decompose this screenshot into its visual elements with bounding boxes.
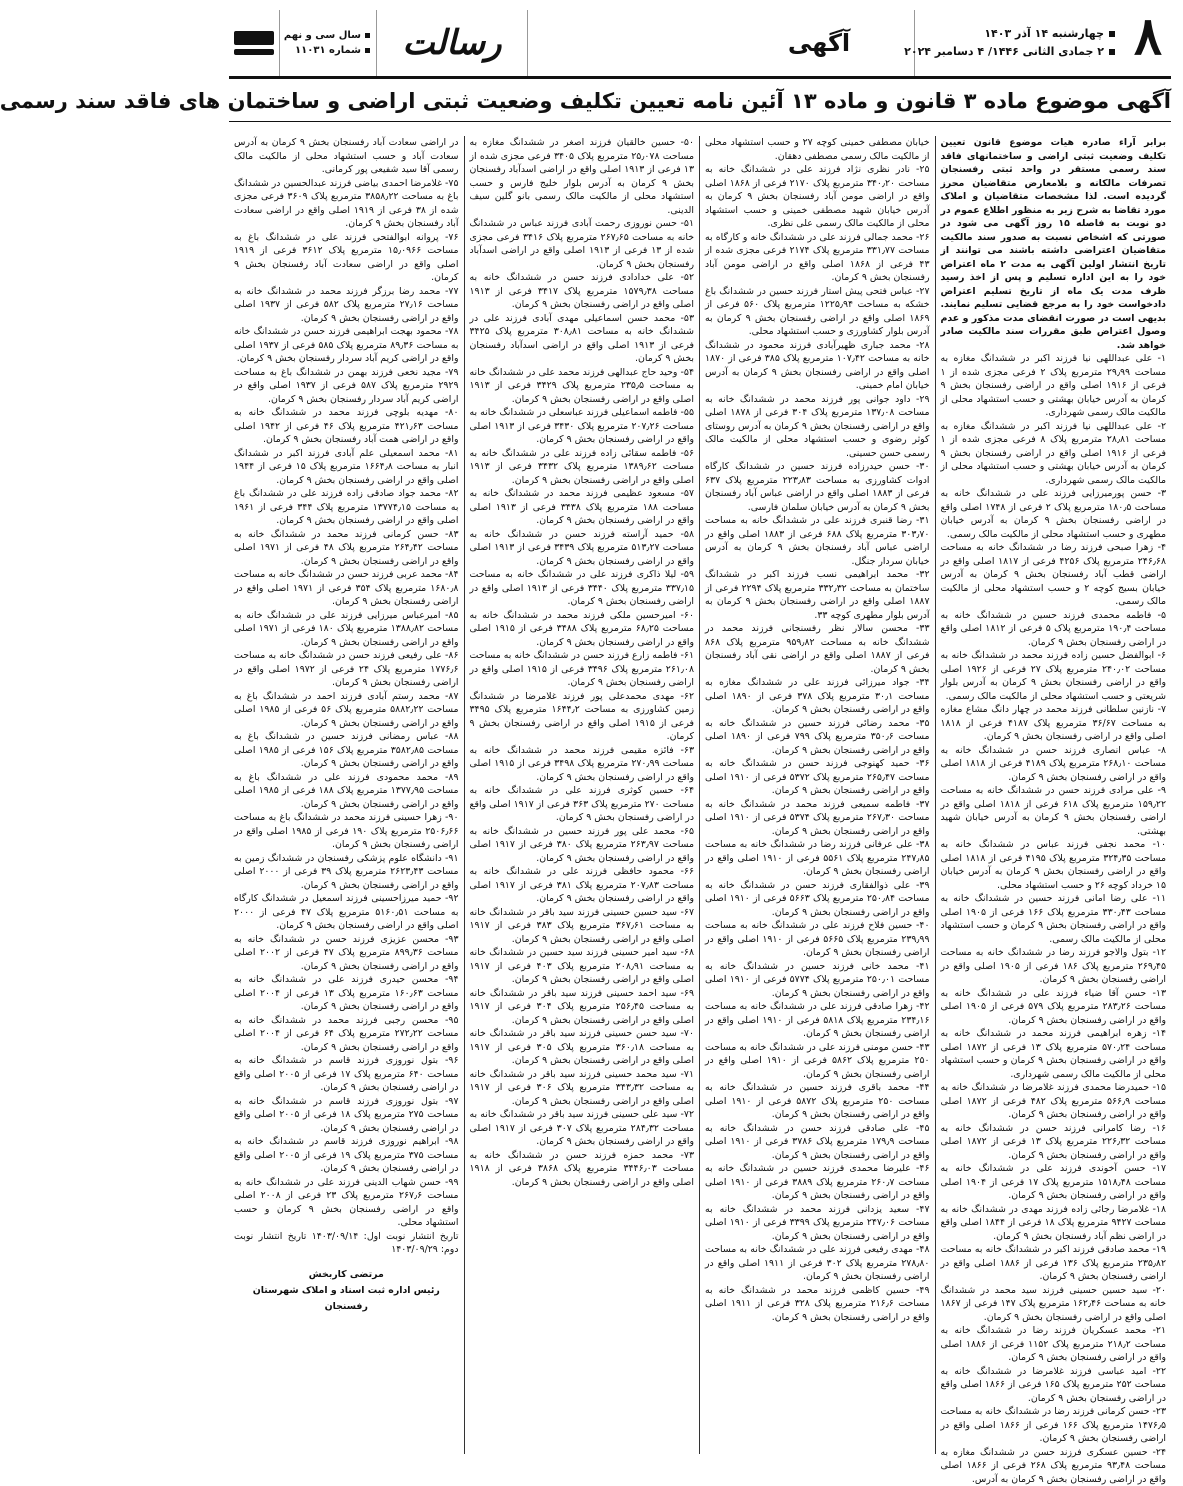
ad-intro-paragraph: برابر آراء صادره هیات موضوع قانون تعیین تکلیف وضعیت ثبتی اراضی و ساختمانهای فاقد سند رسمی مستقر در واحد ثبتی رفسنجان تصرفات مالکانه و بلامعارض متقاضیان محرز گردیده است. لذا مشخصات متقاضیان و املاک مورد تقاضا به شرح زیر به منظور اطلاع عموم در دو نوبت به فاصله ۱۵ روز آگهی می شود در صورتی که اشخاص نسبت به صدور سند مالکیت متقاضیان اعتراضی داشته باشند می توانند از تاریخ انتشار اولین آگهی به مدت ۲ ماه اعتراض خود را به این اداره تسلیم و پس از اخذ رسید ظرف مدت یک ماه از تاریخ تسلیم اعتراض دادخواست خود را به مرجع قضایی تسلیم نمایند. بدیهی است در صورت انقضای مدت مذکور و عدم وصول اعتراض طبق مقررات سند مالکیت صادر خواهد شد. [940,137,1166,351]
property-entry: ۱۹- محمد صادقی فرزند اکبر در ششدانگ خانه به مساحت ۲۳۵٫۸۲ مترمربع پلاک ۱۳۶ فرعی از ۱۸۸۶ اصلی واقع در اراضی رفسنجان بخش ۹ کرمان. [940,1244,1167,1283]
property-entry: ۷۳- محمد حمزه فرزند حسن در ششدانگ خانه به مساحت ۳۴۴۶٫۰۳ مترمربع پلاک ۳۸۶۸ فرعی از ۱۹۱۸ اصلی واقع در اراضی رفسنجان بخش ۹ کرمان. [469,1149,694,1188]
property-entry: ۴۱- محمد خانی فرزند حسین در ششدانگ خانه به مساحت ۲۵۰٫۰۱ مترمربع پلاک ۵۷۷۴ فرعی از ۱۹۱۰ اصلی واقع در اراضی رفسنجان بخش ۹ کرمان. [705,960,930,999]
property-entry: ۶۰- امیرحسین ملکی فرزند محمد در ششدانگ خانه به مساحت ۶۸٫۲۵ مترمربع پلاک ۳۴۸۸ فرعی از ۱۹۱۵ اصلی واقع در اراضی رفسنجان بخش ۹ کرمان. [469,609,694,648]
property-entry: ۴۷- سعید یزدانی فرزند محمد در ششدانگ خانه به مساحت ۲۴۷٫۰۶ مترمربع پلاک ۳۳۹۹ فرعی از ۱۹۱۰ اصلی واقع در اراضی رفسنجان بخش ۹ کرمان. [705,1203,930,1242]
property-entry: ۱۳- حسن آقا ضیاء فرزند علی در ششدانگ خانه به مساحت ۲۸۳٫۲۶ مترمربع پلاک ۵۷۹ فرعی از ۱۹۰۵ اصلی واقع در اراضی رفسنجان بخش ۹ کرمان. [940,987,1166,1026]
signatory-title: رئیس اداره ثبت اسناد و املاک شهرستان رفسنجان [252,1284,440,1312]
property-entry: ۱۶- رضا کامرانی فرزند حسن در ششدانگ خانه به مساحت ۲۲۶٫۳۲ مترمربع پلاک ۱۳ فرعی از ۱۸۷۲ اصلی واقع در اراضی رفسنجان بخش ۹ کرمان. [940,1122,1166,1161]
property-entry: ۲۱- محمد عسکریان فرزند رضا در ششدانگ خانه به مساحت ۲۱۸٫۲ مترمربع پلاک ۱۱۵۲ فرعی از ۱۸۸۶ اصلی واقع در اراضی رفسنجان بخش ۹ کرمان. [940,1325,1166,1364]
property-entry: ۶۳- فائزه مقیمی فرزند محمد در ششدانگ خانه به مساحت ۲۷۰٫۹۹ مترمربع پلاک ۳۴۹۸ فرعی از ۱۹۱۵ اصلی واقع در اراضی رفسنجان بخش ۹ کرمان. [469,744,694,783]
property-entry: ۲۳- حسن کرمانی فرزند رضا در ششدانگ خانه به مساحت ۱۴۷۶٫۵ مترمربع پلاک ۱۶۶ فرعی از ۱۸۶۶ اصلی واقع در اراضی رفسنجان بخش ۹ کرمان. [940,1406,1167,1445]
property-entry: ۶- ابوالفضل حسین زاده فرزند محمد در ششدانگ خانه به مساحت ۲۴۰٫۰۲ مترمربع پلاک ۲۷ فرعی از ۱۹۲۶ اصلی واقع در اراضی رفسنجان بخش ۹ کرمان به آدرس بلوار شریعتی و حسب استشهاد محلی از مالکیت مالک رسمی. [940,650,1166,702]
property-entry: ۹۸- ابراهیم نوروزی فرزند قاسم در ششدانگ خانه به مساحت ۳۷۵ مترمربع پلاک ۱۹ فرعی از ۲۰۰۵ اصلی واقع در اراضی رفسنجان بخش ۹ کرمان. [234,1136,459,1175]
page-number: ۸ [1134,6,1162,67]
property-entry: ۶۵- محمد علی پور فرزند حسین در ششدانگ خانه به مساحت ۲۶۳٫۹۷ مترمربع پلاک ۳۸۰ فرعی از ۱۹۱۷ اصلی واقع در اراضی رفسنجان بخش ۹ کرمان. [469,825,694,864]
property-entry: ۳۹- علی ذوالفقاری فرزند حسن در ششدانگ خانه به مساحت ۲۵۰٫۸۴ مترمربع پلاک ۵۶۶۳ فرعی از ۱۹۱۰ اصلی واقع در اراضی رفسنجان بخش ۹ کرمان. [705,879,930,918]
property-entry: ۹۴- محسن حیدری فرزند علی در ششدانگ خانه به مساحت ۱۶۰٫۶۳ مترمربع پلاک ۱۳ فرعی از ۲۰۰۴ اصلی واقع در اراضی رفسنجان بخش ۹ کرمان. [234,974,459,1013]
property-entry: ۳۸- علی عرفانی فرزند رضا در ششدانگ خانه به مساحت ۲۴۷٫۸۵ مترمربع پلاک ۵۵۶۱ فرعی از ۱۹۱۰ اصلی واقع در اراضی رفسنجان بخش ۹ کرمان. [705,839,930,878]
property-entry: ۶۴- حسین کوثری فرزند علی در ششدانگ خانه به مساحت ۲۷۰ مترمربع پلاک ۳۶۳ فرعی از ۱۹۱۷ اصلی واقع در اراضی رفسنجان بخش ۹ کرمان. [469,785,694,824]
property-entry: ۳۶- حمید کهنوجی فرزند حسن در ششدانگ خانه به مساحت ۲۶۵٫۴۷ مترمربع پلاک ۵۳۷۲ فرعی از ۱۹۱۰ اصلی واقع در اراضی رفسنجان بخش ۹ کرمان. [705,758,930,797]
date-line-lunar: ۲ جمادی الثانی ۱۴۴۶/ ۴ دسامبر ۲۰۲۴ [915,43,1115,61]
signature-block [234,1267,459,1315]
property-entry: ۱۸- غلامرضا رجائی زاده فرزند مهدی در ششدانگ خانه به مساحت ۹۴۲۷ مترمربع پلاک ۱۸ فرعی از ۱۸۴۴ اصلی واقع در اراضی نظم آباد رفسنجان بخش ۹ کرمان. [940,1203,1166,1242]
column-4 [229,136,465,1454]
property-entry: ۸۳- حسن کرمانی فرزند محمد در ششدانگ خانه به مساحت ۲۶۴٫۴۲ مترمربع پلاک ۴۸ فرعی از ۱۹۷۱ اصلی واقع در اراضی رفسنجان بخش ۹ کرمان. [234,528,459,567]
property-entry: ۴۳- حسن مومنی فرزند علی در ششدانگ خانه به مساحت ۲۵۰ مترمربع پلاک ۵۸۶۲ فرعی از ۱۹۱۰ اصلی واقع در اراضی رفسنجان بخش ۹ کرمان. [705,1041,930,1080]
issue-number: شماره ۱۱۰۳۱ [295,43,370,58]
paper-logo [376,10,528,76]
property-entry: ۶۱- فاطمه زارع فرزند حسن در ششدانگ خانه به مساحت ۲۶۱٫۰۸ مترمربع پلاک ۳۴۹۶ فرعی از ۱۹۱۵ اصلی واقع در اراضی رفسنجان بخش ۹ کرمان. [469,650,695,689]
property-entry: ۲۴- حسین عسکری فرزند حسن در ششدانگ مغازه به مساحت ۹۳٫۴۸ مترمربع پلاک ۲۶۸ فرعی از ۱۸۶۶ اصلی واقع در اراضی رفسنجان بخش ۹ کرمان به آدرس. [940,1446,1166,1485]
bullet-square-icon [365,33,370,38]
property-entry: ۳۴- جواد میرزائی فرزند علی در ششدانگ مغازه به مساحت ۳۰٫۱ مترمربع پلاک ۳۷۸ فرعی از ۱۸۹۰ اصلی واقع در اراضی رفسنجان بخش ۹ کرمان. [705,677,930,716]
property-entry: ۲۰- سید حسین حسینی فرزند سید محمد در ششدانگ خانه به مساحت ۱۶۲٫۴۶ مترمربع پلاک ۱۴۷ فرعی از ۱۸۶۷ اصلی واقع در اراضی رفسنجان بخش ۹ کرمان. [940,1284,1166,1323]
property-entry: ۴۲- زهرا صادقی فرزند علی در ششدانگ خانه به مساحت ۲۳۴٫۱۶ مترمربع پلاک ۵۸۱۸ فرعی از ۱۹۱۰ اصلی واقع در اراضی رفسنجان بخش ۹ کرمان. [705,1001,930,1040]
property-entry: ۹۱- دانشگاه علوم پزشکی رفسنجان در ششدانگ زمین به مساحت ۲۶۲۳٫۴۳ مترمربع پلاک ۳۹ فرعی از ۲۰۰۰ اصلی واقع در اراضی رفسنجان بخش ۹ کرمان. [234,852,459,891]
property-entry: ۲۶- محمد جمالی فرزند علی در ششدانگ خانه و کارگاه به مساحت ۳۳۱٫۷۷ مترمربع پلاک ۲۱۷۴ فرعی مجزی شده از ۴۳ فرعی از ۱۸۶۸ اصلی واقع در اراضی مومن آباد رفسنجان بخش ۹ کرمان. [705,231,930,284]
property-entry: ۶۷- سید حسین حسینی فرزند سید باقر در ششدانگ خانه به مساحت ۳۶۷٫۶۱ مترمربع پلاک ۳۸۳ فرعی از ۱۹۱۷ اصلی واقع در اراضی رفسنجان بخش ۹ کرمان. [469,906,695,945]
issue-block [280,10,376,76]
property-entry: ۴۴- محمد باقری فرزند حسین در ششدانگ خانه به مساحت ۲۵۰ مترمربع پلاک ۵۸۷۲ فرعی از ۱۹۱۰ اصلی واقع در اراضی رفسنجان بخش ۹ کرمان. [705,1082,930,1121]
property-entry: ۵۹- لیلا ذاکری فرزند علی در ششدانگ خانه به مساحت ۳۳۷٫۱۵ مترمربع پلاک ۳۴۴۰ فرعی از ۱۹۱۳ اصلی واقع در اراضی رفسنجان بخش ۹ کرمان. [469,569,695,608]
property-entry: در اراضی سعادت آباد رفسنجان بخش ۹ کرمان به آدرس سعادت آباد و حسب استشهاد محلی از مالکیت مالک رسمی آقا سید شفیعی پور کرمانی. [234,137,459,176]
property-entry: ۳- حسن پورمیرزایی فرزند علی در ششدانگ خانه به مساحت ۱۸۰٫۵ مترمربع پلاک ۲ فرعی از ۱۷۴۸ اصلی واقع در اراضی رفسنجان بخش ۹ کرمان به آدرس خیابان مطهری و حسب استشهاد محلی از مالکیت مالک رسمی. [940,488,1166,540]
property-entry: ۵۲- علی خدادادی فرزند حسن در ششدانگ خانه به مساحت ۱۵۷۹٫۳۸ مترمربع پلاک ۳۴۱۷ فرعی از ۱۹۱۳ اصلی واقع در اراضی رفسنجان بخش ۹ کرمان. [469,272,694,311]
property-entry: ۷- نازنین سلطانی فرزند محمد در چهار دانگ مشاع مغازه به مساحت ۳۶/۶۷ مترمربع پلاک ۴۱۸۷ فرعی از ۱۸۱۸ اصلی واقع در اراضی رفسنجان بخش ۹ کرمان. [940,704,1167,743]
column-2 [700,136,936,1454]
property-entry: ۱۵- حمیدرضا محمدی فرزند غلامرضا در ششدانگ خانه به مساحت ۵۶۶٫۹ مترمربع پلاک ۴۸۲ فرعی از ۱۸۷۲ اصلی واقع در اراضی رفسنجان بخش ۹ کرمان. [940,1082,1166,1121]
property-entry: ۹- علی مرادی فرزند حسن در ششدانگ خانه به مساحت ۱۵۹٫۲۲ مترمربع پلاک ۶۱۸ فرعی از ۱۸۱۸ اصلی واقع در اراضی رفسنجان بخش ۹ کرمان به آدرس خیابان شهید بهشتی. [940,785,1167,837]
property-entry: ۹۵- محسن رجبی فرزند محمد در ششدانگ خانه به مساحت ۲۷۲٫۲۲ مترمربع پلاک ۶۴ فرعی از ۲۰۰۴ اصلی واقع در اراضی رفسنجان بخش ۹ کرمان. [234,1014,459,1053]
ad-columns [229,136,1171,1485]
date-line-solar: چهارشنبه ۱۴ آذر ۱۴۰۳ [915,25,1115,43]
property-entry: ۳۵- محمد رضائی فرزند حسین در ششدانگ خانه به مساحت ۳۵۰٫۶ مترمربع پلاک ۷۹۹ فرعی از ۱۸۹۰ اصلی واقع در اراضی رفسنجان بخش ۹ کرمان. [705,717,930,756]
masthead [229,6,1171,79]
property-entry: ۸۱- محمد اسمعیلی علم آبادی فرزند اکبر در ششدانگ انبار به مساحت ۱۶۶۴٫۸ مترمربع پلاک ۱۵ فرعی از ۱۹۴۴ اصلی واقع در اراضی رفسنجان بخش ۹ کرمان. [234,447,459,486]
property-entry: ۱۴- زهره ابراهیمی فرزند محمد در ششدانگ خانه به مساحت ۵۷۰٫۲۴ مترمربع پلاک ۱۳ فرعی از ۱۸۷۲ اصلی واقع در اراضی رفسنجان بخش ۹ کرمان و حسب استشهاد محلی از مالکیت مالک رسمی شهرداری. [940,1028,1166,1080]
property-entry: ۷۲- سید علی حسینی فرزند سید باقر در ششدانگ خانه به مساحت ۲۸۴٫۳۲ مترمربع پلاک ۳۰۷ فرعی از ۱۹۱۷ اصلی واقع در اراضی رفسنجان بخش ۹ کرمان. [469,1109,694,1148]
property-entry: ۷۶- پروانه ابوالفتحی فرزند علی در ششدانگ باغ به مساحت ۱۵٫۰۹۶۶ مترمربع پلاک ۳۶۱۲ فرعی از ۱۹۱۹ اصلی واقع در اراضی سعادت آباد رفسنجان بخش ۹ کرمان. [234,231,459,284]
column-1 [936,136,1172,1485]
bullet-square-icon [365,48,370,53]
property-entry: خیابان مصطفی خمینی کوچه ۲۷ و حسب استشهاد محلی از مالکیت مالک رسمی مصطفی دهقان. [705,137,930,162]
property-entry: ۷۵- غلامرضا احمدی بیاضی فرزند عبدالحسین در ششدانگ باغ به مساحت ۳۸۵۸٫۲۲ مترمربع پلاک ۳۶۰۹ فرعی مجزی شده از ۳۸ فرعی از ۱۹۱۹ اصلی واقع در اراضی سعادت آباد رفسنجان بخش ۹ کرمان. [234,177,459,230]
property-entry: ۵۰- حسین خالقیان فرزند اصغر در ششدانگ مغازه به مساحت ۲۵٫۰۷۸ مترمربع پلاک ۳۴۰۵ فرعی مجزی شده از ۱۳ فرعی از ۱۹۱۳ اصلی واقع در اراضی اسدآباد رفسنجان بخش ۹ کرمان به آدرس بلوار خلیج فارس و حسب استشهاد محلی از مالکیت مالک رسمی بانو گلین سیف الدینی. [469,137,695,216]
property-entry: ۳۲- محمد ابراهیمی نسب فرزند اکبر در ششدانگ ساختمان به مساحت ۳۳۲٫۳۲ مترمربع پلاک ۲۲۹۴ فرعی از ۱۸۸۷ اصلی واقع در اراضی رفسنجان بخش ۹ کرمان به آدرس بلوار مطهری کوچه ۳۳. [705,569,930,621]
property-entry: ۸۹- محمد محمودی فرزند علی در ششدانگ باغ به مساحت ۱۳۷۷٫۹۵ مترمربع پلاک ۱۸۸ فرعی از ۱۹۸۵ اصلی واقع در اراضی رفسنجان بخش ۹ کرمان. [234,771,459,810]
property-entry: ۵۶- فاطمه سقائی زاده فرزند علی در ششدانگ خانه به مساحت ۱۳۸۹٫۶۲ مترمربع پلاک ۳۴۳۲ فرعی از ۱۹۱۳ اصلی واقع در اراضی رفسنجان بخش ۹ کرمان. [469,447,694,486]
column-4-entries [234,136,459,1257]
property-entry: ۸۶- علی رفیعی فرزند حسن در ششدانگ خانه به مساحت ۱۷۷۶٫۶ مترمربع پلاک ۲۴ فرعی از ۱۹۷۲ اصلی واقع در اراضی رفسنجان بخش ۹ کرمان. [234,650,459,689]
paper-logo-text: رسالت [402,23,502,63]
property-entry: ۳۷- فاطمه سمیعی فرزند محمد در ششدانگ خانه به مساحت ۲۶۷٫۳۰ مترمربع پلاک ۵۳۷۴ فرعی از ۱۹۱۰ اصلی واقع در اراضی رفسنجان بخش ۹ کرمان. [705,798,930,837]
issue-year: سال سی و نهم [284,28,370,43]
property-entry: ۲- علی عبداللهی نیا فرزند اکبر در ششدانگ مغازه به مساحت ۲۸٫۸۱ مترمربع پلاک ۸ فرعی مجزی شده از ۱ فرعی از ۱۹۱۶ اصلی واقع در اراضی رفسنجان بخش ۹ کرمان به آدرس خیابان بهشتی و حسب استشهاد محلی از مالکیت مالک رسمی شهرداری. [940,420,1166,486]
property-entry: ۴۰- حسین فلاح فرزند علی در ششدانگ خانه به مساحت ۲۳۹٫۹۹ مترمربع پلاک ۵۶۶۵ فرعی از ۱۹۱۰ اصلی واقع در اراضی رفسنجان بخش ۹ کرمان. [705,920,930,959]
property-entry: ۷۹- مجید نخعی فرزند بهمن در ششدانگ باغ به مساحت ۲۹۲۹ مترمربع پلاک ۵۸۷ فرعی از ۱۹۳۷ اصلی واقع در اراضی کریم آباد سردار رفسنجان بخش ۹ کرمان. [234,366,459,405]
property-entry: ۹۰- زهرا حسینی فرزند محمد در ششدانگ باغ به مساحت ۲۵۰۶٫۶۶ مترمربع پلاک ۱۹۰ فرعی از ۱۹۸۵ اصلی واقع در اراضی رفسنجان بخش ۹ کرمان. [234,812,459,851]
signatory-name: مرتضی کاربخش [308,1268,384,1280]
ad-headline: آگهی موضوع ماده ۳ قانون و ماده ۱۳ آئین نامه تعیین تکلیف وضعیت ثبتی اراضی و ساختمان های فاقد سند رسمی [229,87,1171,122]
property-entry: ۸۲- محمد جواد صادقی زاده فرزند علی در ششدانگ باغ به مساحت ۱۳۷۷۴٫۱۵ مترمربع پلاک ۳۴۴ فرعی از ۱۹۶۱ اصلی واقع در اراضی رفسنجان بخش ۹ کرمان. [234,488,459,527]
property-entry: ۵۸- حمید آراسته فرزند حسن در ششدانگ خانه به مساحت ۵۱۳٫۲۷ مترمربع پلاک ۳۴۳۹ فرعی از ۱۹۱۳ اصلی واقع در اراضی رفسنجان بخش ۹ کرمان. [469,528,694,567]
property-entry: ۹۶- بتول نوروزی فرزند قاسم در ششدانگ خانه به مساحت ۶۴۰ مترمربع پلاک ۱۷ فرعی از ۲۰۰۵ اصلی واقع در اراضی رفسنجان بخش ۹ کرمان. [234,1055,459,1094]
section-title: آگهی [787,29,851,57]
property-entry: ۵۷- مسعود عظیمی فرزند محمد در ششدانگ خانه به مساحت ۱۸۸ مترمربع پلاک ۳۴۳۸ فرعی از ۱۹۱۳ اصلی واقع در اراضی رفسنجان بخش ۹ کرمان. [469,488,694,527]
property-entry: ۷۷- محمد رضا برزگر فرزند محمد در ششدانگ خانه به مساحت ۲۷٫۱۶ مترمربع پلاک ۵۸۲ فرعی از ۱۹۳۷ اصلی واقع در اراضی رفسنجان بخش ۹ کرمان. [234,285,459,324]
property-entry: ۸۰- مهدیه بلوچی فرزند محمد در ششدانگ خانه به مساحت ۴۲۱٫۶۳ مترمربع پلاک ۴۶ فرعی از ۱۹۴۲ اصلی واقع در اراضی همت آباد رفسنجان بخش ۹ کرمان. [234,407,459,446]
property-entry: ۱۷- حسن آخوندی فرزند علی در ششدانگ خانه به مساحت ۱۵۱۸٫۴۸ مترمربع پلاک ۱۷ فرعی از ۱۹۰۴ اصلی واقع در اراضی رفسنجان بخش ۹ کرمان. [940,1163,1166,1202]
property-entry: ۶۲- مهدی محمدعلی پور فرزند غلامرضا در ششدانگ زمین کشاورزی به مساحت ۱۶۴۴٫۲ مترمربع پلاک ۳۴۹۵ فرعی از ۱۹۱۵ اصلی واقع در اراضی رفسنجان بخش ۹ کرمان. [469,690,694,743]
property-entry: ۳۱- رضا قنبری فرزند علی در ششدانگ خانه به مساحت ۳۰۳٫۷۰ مترمربع پلاک ۶۸۸ فرعی از ۱۸۸۳ اصلی واقع در اراضی عباس آباد رفسنجان بخش ۹ کرمان به آدرس خیابان سردار جنگل. [705,515,930,567]
property-entry: ۹۷- بتول نوروزی فرزند قاسم در ششدانگ خانه به مساحت ۲۷۵ مترمربع پلاک ۱۸ فرعی از ۲۰۰۵ اصلی واقع در اراضی رفسنجان بخش ۹ کرمان. [234,1095,459,1134]
property-entry: ۲۷- عباس فتحی پیش استار فرزند حسین در ششدانگ باغ خشکه به مساحت ۱۲۲۵٫۹۴ مترمربع پلاک ۵۶۰ فرعی از ۱۸۶۹ اصلی واقع در اراضی رفسنجان بخش ۹ کرمان به آدرس بلوار کشاورزی و حسب استشهاد محلی. [705,285,930,338]
property-entry: ۲۵- نادر نظری نژاد فرزند علی در ششدانگ خانه به مساحت ۳۴۰٫۲۰ مترمربع پلاک ۲۱۷۰ فرعی از ۱۸۶۸ اصلی واقع در اراضی مومن آباد رفسنجان بخش ۹ کرمان به آدرس خیابان شهید مصطفی خمینی و حسب استشهاد محلی از مالکیت مالک رسمی علی نظری. [705,164,930,230]
property-entry: ۵- فاطمه محمدی فرزند حسین در ششدانگ خانه به مساحت ۱۹۰٫۴ مترمربع پلاک ۵ فرعی از ۱۸۱۲ اصلی واقع در اراضی رفسنجان بخش ۹ کرمان. [940,609,1166,648]
property-entry: ۷۰- سید حسن حسینی فرزند سید باقر در ششدانگ خانه به مساحت ۳۶۰٫۱۸ مترمربع پلاک ۳۰۵ فرعی از ۱۹۱۷ اصلی واقع در اراضی رفسنجان بخش ۹ کرمان. [469,1028,695,1067]
property-entry: ۹۹- حسن شهاب الدینی فرزند علی در ششدانگ خانه به مساحت ۲۶۷٫۶ مترمربع پلاک ۲۳ فرعی از ۲۰۰۸ اصلی واقع در اراضی رفسنجان بخش ۹ کرمان و حسب استشهاد محلی. [234,1176,459,1229]
property-entry: ۴۵- علی صادقی فرزند حسن در ششدانگ خانه به مساحت ۱۷۹٫۹ مترمربع پلاک ۳۷۸۶ فرعی از ۱۹۱۰ اصلی واقع در اراضی رفسنجان بخش ۹ کرمان. [705,1122,930,1161]
property-entry: ۴۸- مهدی رفیعی فرزند علی در ششدانگ خانه به مساحت ۲۷۸٫۸۰ مترمربع پلاک ۳۰۲ فرعی از ۱۹۱۱ اصلی واقع در اراضی رفسنجان بخش ۹ کرمان. [705,1244,930,1283]
property-entry: ۸۵- امیرعباس میرزایی فرزند علی در ششدانگ خانه به مساحت ۱۳۸۸٫۸۲ مترمربع پلاک ۱۸۰ فرعی از ۱۹۷۱ اصلی واقع در اراضی رفسنجان بخش ۹ کرمان. [234,609,459,648]
property-entry: ۵۵- فاطمه اسماعیلی فرزند عباسعلی در ششدانگ خانه به مساحت ۲۰۷٫۲۶ مترمربع پلاک ۳۴۳۰ فرعی از ۱۹۱۳ اصلی واقع در اراضی رفسنجان بخش ۹ کرمان. [469,407,694,446]
property-entry: ۱۲- بتول والاجو فرزند رضا در ششدانگ خانه به مساحت ۲۶۹٫۴۵ مترمربع پلاک ۱۸۶ فرعی از ۱۹۰۵ اصلی واقع در اراضی رفسنجان بخش ۹ کرمان. [940,947,1167,986]
property-entry: ۶۹- سید احمد حسینی فرزند سید باقر در ششدانگ خانه به مساحت ۲۵۶٫۴۵ مترمربع پلاک ۳۰۴ فرعی از ۱۹۱۷ اصلی واقع در اراضی رفسنجان بخش ۹ کرمان. [469,987,695,1026]
property-entry: ۳۳- محسن سالار نظر رفسنجانی فرزند محمد در ششدانگ خانه به مساحت ۹۵۹٫۸۲ مترمربع پلاک ۸۶۸ فرعی از ۱۸۸۷ اصلی واقع در اراضی نقی آباد رفسنجان بخش ۹ کرمان. [705,623,930,675]
property-entry: ۱۱- علی رضا امانی فرزند حسین در ششدانگ خانه به مساحت ۳۳۰٫۴۳ مترمربع پلاک ۱۶۶ فرعی از ۱۹۰۵ اصلی واقع در اراضی رفسنجان بخش ۹ کرمان و حسب استشهاد محلی از مالکیت مالک رسمی. [940,893,1166,945]
bullet-square-icon [1109,49,1115,55]
property-entry: ۲۹- داود جوانی پور فرزند محمد در ششدانگ خانه به مساحت ۱۳۷٫۰۸ مترمربع پلاک ۳۰۴ فرعی از ۱۸۷۸ اصلی واقع در اراضی رفسنجان بخش ۹ کرمان به آدرس روستای کوثر رضوی و حسب استشهاد محلی از مالکیت مالک رسمی حسن حسینی. [705,393,930,459]
column-3 [465,136,701,1454]
property-entry: ۴۹- حسین کاظمی فرزند محمد در ششدانگ خانه به مساحت ۲۱۶٫۶ مترمربع پلاک ۳۲۸ فرعی از ۱۹۱۱ اصلی واقع در اراضی رفسنجان بخش ۹ کرمان. [705,1284,930,1323]
property-entry: ۸۸- عباس رمضانی فرزند حسین در ششدانگ باغ به مساحت ۳۵۸۲٫۸۵ مترمربع پلاک ۱۵۶ فرعی از ۱۹۸۵ اصلی واقع در اراضی رفسنجان بخش ۹ کرمان. [234,731,459,770]
property-entry: ۷۸- محمود بهجت ابراهیمی فرزند حسن در ششدانگ خانه به مساحت ۸۹٫۳۶ مترمربع پلاک ۵۸۵ فرعی از ۱۹۳۷ اصلی واقع در اراضی کریم آباد سردار رفسنجان بخش ۹ کرمان. [234,326,459,365]
property-entry: ۵۱- حسن نوروزی رحمت آبادی فرزند عباس در ششدانگ خانه به مساحت ۲۶۷٫۶۵ مترمربع پلاک ۳۴۱۶ فرعی مجزی شده از ۱۳ فرعی از ۱۹۱۳ اصلی واقع در اراضی اسدآباد رفسنجان بخش ۹ کرمان. [469,218,695,270]
property-entry: ۸۷- محمد رستم آبادی فرزند احمد در ششدانگ باغ به مساحت ۵۸۸۲٫۲۲ مترمربع پلاک ۵۶ فرعی از ۱۹۸۵ اصلی واقع در اراضی رفسنجان بخش ۹ کرمان. [234,690,459,729]
property-entry: تاریخ انتشار نوبت اول: ۱۴۰۳/۰۹/۱۴ تاریخ انتشار نوبت دوم: ۱۴۰۳/۰۹/۲۹ [234,1230,459,1256]
property-entry: ۹۳- محسن عزیزی فرزند حسن در ششدانگ خانه به مساحت ۸۹۹٫۳۶ مترمربع پلاک ۴۷ فرعی از ۲۰۰۲ اصلی واقع در اراضی رفسنجان بخش ۹ کرمان. [234,933,459,972]
property-entry: ۵۳- محمد حسن اسماعیلی مهدی آبادی فرزند علی در ششدانگ خانه به مساحت ۳۰۸٫۸۱ مترمربع پلاک ۳۴۲۵ فرعی از ۱۹۱۳ اصلی واقع در اراضی اسدآباد رفسنجان بخش ۹ کرمان. [469,312,694,365]
property-entry: ۳۰- حسن حیدرزاده فرزند حسین در ششدانگ کارگاه ادوات کشاورزی به مساحت ۲۲۳٫۸۳ مترمربع پلاک ۶۳۷ فرعی از ۱۸۸۳ اصلی واقع در اراضی عباس آباد رفسنجان بخش ۹ کرمان به آدرس خیابان سلمان فارسی. [705,461,930,513]
property-entry: ۸۴- محمد عربی فرزند حسن در ششدانگ خانه به مساحت ۱۶۸۰٫۸ مترمربع پلاک ۳۵۴ فرعی از ۱۹۷۱ اصلی واقع در اراضی رفسنجان بخش ۹ کرمان. [233,569,459,608]
property-entry: ۵۴- وحید حاج عبدالهی فرزند محمد علی در ششدانگ خانه به مساحت ۲۳۵٫۵ مترمربع پلاک ۳۴۲۹ فرعی از ۱۹۱۳ اصلی واقع در اراضی رفسنجان بخش ۹ کرمان. [469,366,695,405]
newspaper-emblem-icon [229,10,280,76]
property-entry: ۱۰- محمد نجفی فرزند عباس در ششدانگ خانه به مساحت ۳۲۴٫۳۵ مترمربع پلاک ۴۱۹۵ فرعی از ۱۸۱۸ اصلی واقع در اراضی رفسنجان بخش ۹ کرمان به آدرس خیابان ۱۵ خرداد کوچه ۲۶ و حسب استشهاد محلی. [940,839,1166,891]
bullet-square-icon [1109,31,1115,37]
property-entry: ۶۸- سید امیر حسینی فرزند سید حسین در ششدانگ خانه به مساحت ۲۰۸٫۹۱ مترمربع پلاک ۴۰۳ فرعی از ۱۹۱۷ اصلی واقع در اراضی رفسنجان بخش ۹ کرمان. [469,947,695,986]
property-entry: ۲۸- محمد جباری ظهیرآبادی فرزند محمود در ششدانگ خانه به مساحت ۱۰۷٫۴۲ مترمربع پلاک ۳۸۵ فرعی از ۱۸۷۰ اصلی واقع در اراضی رفسنجان بخش ۹ کرمان به آدرس خیابان امام خمینی. [705,339,930,392]
property-entry: ۸- عباس انصاری فرزند حسن در ششدانگ خانه به مساحت ۲۶۸٫۱۰ مترمربع پلاک ۴۱۸۹ فرعی از ۱۸۱۸ اصلی واقع در اراضی رفسنجان بخش ۹ کرمان. [940,744,1166,783]
property-entry: ۷۱- سید محمد حسینی فرزند سید باقر در ششدانگ خانه به مساحت ۳۴۳٫۳۲ مترمربع پلاک ۳۰۶ فرعی از ۱۹۱۷ اصلی واقع در اراضی رفسنجان بخش ۹ کرمان. [469,1068,695,1107]
property-entry: ۴- زهرا صبحی فرزند رضا در ششدانگ خانه به مساحت ۲۴۶٫۶۸ مترمربع پلاک ۴۲۵۶ فرعی از ۱۸۱۷ اصلی واقع در اراضی قطب آباد رفسنجان بخش ۹ کرمان به آدرس خیابان بسیج کوچه ۲ و حسب استشهاد محلی از مالکیت مالک رسمی. [940,542,1166,608]
property-entry: ۶۶- محمود حافظی فرزند علی در ششدانگ خانه به مساحت ۲۰۷٫۸۳ مترمربع پلاک ۳۸۱ فرعی از ۱۹۱۷ اصلی واقع در اراضی رفسنجان بخش ۹ کرمان. [469,866,694,905]
date-block [904,10,1125,76]
property-entry: ۲۲- امید عباسی فرزند غلامرضا در ششدانگ خانه به مساحت ۲۵۲ مترمربع پلاک ۱۶۵ فرعی از ۱۸۶۶ اصلی واقع در اراضی رفسنجان بخش ۹ کرمان. [940,1365,1167,1404]
property-entry: ۴۶- علیرضا محمدی فرزند حسین در ششدانگ خانه به مساحت ۲۶۰٫۷ مترمربع پلاک ۳۸۸۹ فرعی از ۱۹۱۰ اصلی واقع در اراضی رفسنجان بخش ۹ کرمان. [705,1163,930,1202]
property-entry: ۱- علی عبداللهی نیا فرزند اکبر در ششدانگ مغازه به مساحت ۲۹٫۹۹ مترمربع پلاک ۲ فرعی مجزی شده از ۱ فرعی از ۱۹۱۶ اصلی واقع در اراضی رفسنجان بخش ۹ کرمان به آدرس خیابان بهشتی و حسب استشهاد محلی از مالکیت مالک رسمی شهرداری. [940,353,1166,419]
property-entry: ۹۲- حمید میرزاحسینی فرزند اسمعیل در ششدانگ کارگاه به مساحت ۵۱۶۰٫۵۱ مترمربع پلاک ۴۷ فرعی از ۲۰۰۰ اصلی واقع در اراضی رفسنجان بخش ۹ کرمان. [234,893,459,932]
